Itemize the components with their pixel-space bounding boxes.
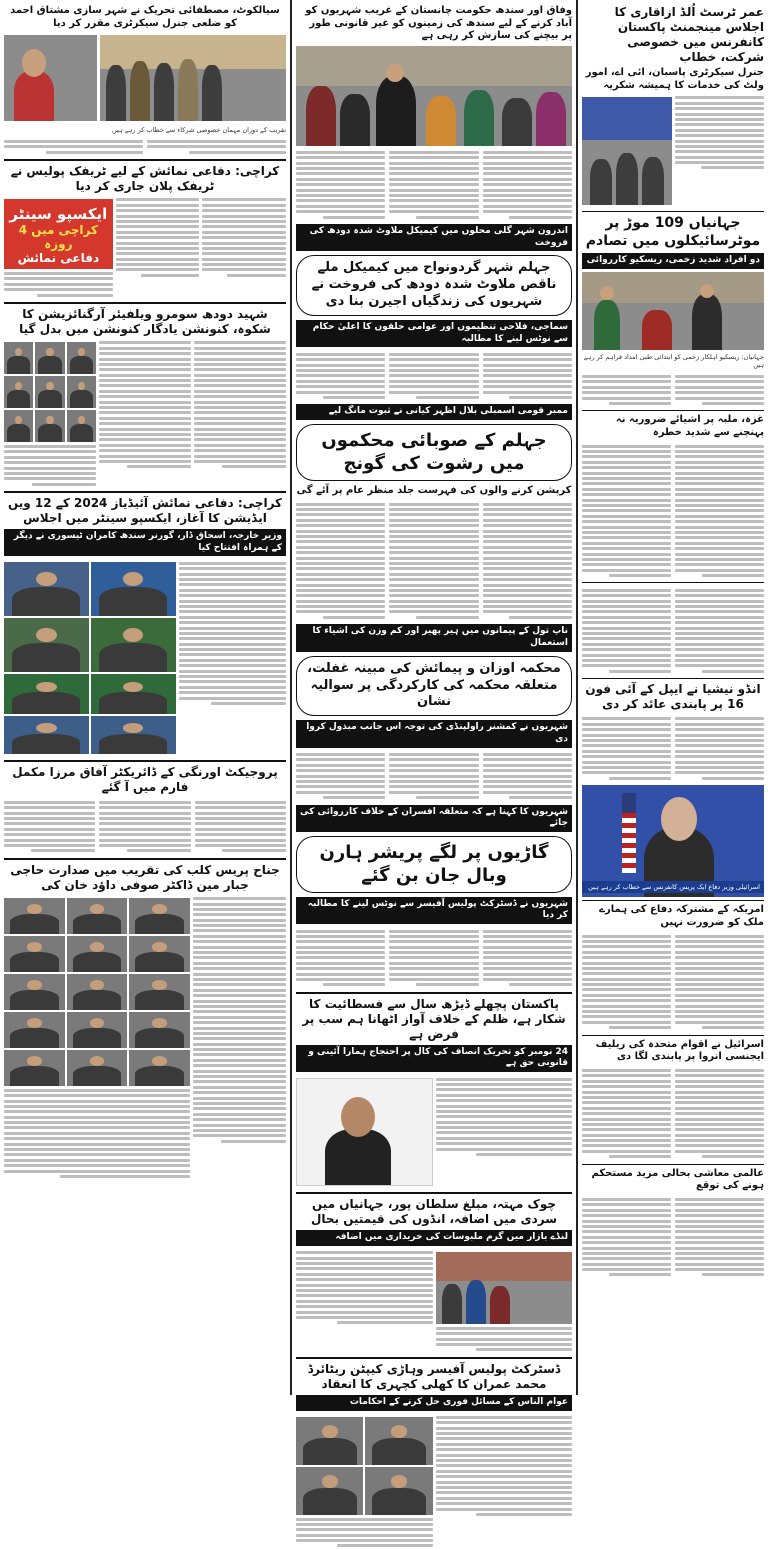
bar-landa-bazaar: لنڈے بازار میں گرم ملبوسات کی خریداری میں اضافہ [296, 1230, 572, 1246]
photo-tile [67, 974, 128, 1010]
box-milk-adulteration: جہلم شہر گردونواح میں کیمیکل ملے ناقص ملاوٹ شدہ دودھ کی فروخت نے شہریوں کی زندگیاں اجیرن بنا دی [296, 255, 572, 316]
bar-weights: ناپ تول کے پیمانوں میں ہیر پھیر اور کم وزن کی اشیاء کا استعمال [296, 624, 572, 651]
headline-sialkot-appointment: سیالکوٹ، مصطفائی تحریک نے شہر سازی مشتاق احمد کو ضلعی جنرل سیکرٹری مقرر کر دیا [10, 5, 280, 29]
expo-ad-banner [4, 199, 113, 269]
accident-photo [582, 272, 764, 350]
bar-social-orgs: سماجی، فلاحی تنظیموں اور عوامی حلقوں کا اعلیٰ حکام سے نوٹس لینے کا مطالبہ [296, 320, 572, 347]
photo-tile [129, 974, 190, 1010]
headline-iphone-ban: انڈو نیشیا نے ایپل کے آئی فون 16 پر پابندی عائد کر دی [585, 682, 761, 712]
dpo-photo-grid [296, 1417, 433, 1515]
photo-tile [67, 898, 128, 934]
group-photo [100, 35, 286, 121]
headline-winter-eggs: چوک مہتہ، مبلغ سلطان پور، جہانیاں میں سردی میں اضافہ، انڈوں کی قیمتیں بحال [310, 1197, 558, 1227]
headline-defense: امریکہ کے مشترکہ دفاع کی ہمارے ملک کو ضرورت نہیں [599, 904, 764, 928]
headline-trust-conference: عمر ٹرسٹ اُلڈ ازاقاری کا اجلاس مینجمنٹ پاکستان کانفرنس میں خصوصی شرکت، خطاب [614, 5, 764, 64]
photo-tile [4, 974, 65, 1010]
politician-portrait [296, 1078, 433, 1186]
headline-sindh-land: وفاق اور سندھ حکومت چانستان کے غریب شہریوں کو آباد کرنے کے لیے سندھ کی زمینوں کو غیر قانونی طور پر بیچنے کی سازش کر رہی ہے [305, 5, 572, 41]
headline-motorcycle-clash: جہانیاں 109 موڑ پر موٹرسائیکلوں میں تصادم [585, 215, 761, 249]
box-bribery: جہلم کے صوبائی محکموں میں رشوت کی گونج [296, 424, 572, 481]
bazaar-photo [436, 1252, 573, 1324]
left-column [0, 0, 290, 1395]
caption-motorcycle-clash: جہانیاں: ریسکیو اہلکار زخمی کو ابتدائی طبی امداد فراہم کر رہے ہیں [583, 352, 764, 370]
photo-tile [4, 562, 89, 616]
bar-dpo-notice: شہریوں نے ڈسٹرکٹ پولیس آفیسر سے نوٹس لینے کا مطالبہ کر دیا [296, 897, 572, 924]
photo-tile [296, 1417, 363, 1465]
photo-tile [67, 1050, 128, 1086]
photo-tile [4, 376, 33, 408]
photo-tile [296, 1467, 363, 1515]
protest-photo [296, 46, 572, 146]
photo-tile [91, 674, 176, 714]
ad-line-event: دفاعی نمائش [17, 251, 100, 265]
photo-tile [4, 898, 65, 934]
headline-press-club: جناح پریس کلب کی تقریب میں صدارت حاجی جبار مین ڈاکٹر صوفی داؤد خان کی [10, 862, 280, 892]
bar-public-issues: عوام الناس کے مسائل فوری حل کرنے کے احکامات [296, 1395, 572, 1411]
photo-tile [129, 1012, 190, 1048]
bar-milk: اندرون شہر گلی محلوں میں کیمیکل ملاوٹ شدہ دودھ کی فروخت [296, 224, 572, 251]
photo-tile [4, 410, 33, 442]
headline-fascism: پاکستان پچھلے ڈیڑھ سال سے فسطائیت کا شکار ہے، ظلم کے خلاف آواز اٹھانا ہم سب پر فرض ہے [302, 996, 566, 1041]
photo-tile [67, 1012, 128, 1048]
photo-tile [67, 342, 96, 374]
photo-tile [4, 1050, 65, 1086]
conference-photo [582, 97, 672, 205]
photo-tile [67, 936, 128, 972]
photo-tile [4, 1012, 65, 1048]
photo-tile [4, 674, 89, 714]
bar-action-demand: شہریوں کا کہنا ہے کہ متعلقہ افسران کے خلاف کارروائی کی جائے [296, 805, 572, 832]
bar-protest-right: 24 نومبر کو تحریک انصاف کی کال پر احتجاج ہمارا آئینی و قانونی حق ہے [296, 1045, 572, 1072]
photo-tile [129, 1050, 190, 1086]
photo-tile [129, 936, 190, 972]
ad-line-venue: ایکسپو سینٹر [9, 205, 108, 223]
photo-tile [67, 376, 96, 408]
headline-economy: عالمی معاشی بحالی مزید مستحکم ہونے کی توقع [591, 1167, 764, 1192]
headline-traffic-plan: کراچی: دفاعی نمائش کے لیے ٹریفک پولیس نے ٹریفک پلان جاری کر دیا [10, 164, 280, 193]
photo-tile [35, 410, 64, 442]
photo-tile [365, 1417, 432, 1465]
photo-tile [4, 716, 89, 754]
photo-tile [129, 898, 190, 934]
box-pressure-horns: گاڑیوں پر لگے پریشر ہارن وبال جان بن گئے [296, 836, 572, 893]
middle-column [290, 0, 576, 1407]
press-club-photo-grid [4, 898, 190, 1086]
bar-commissioner: شہریوں نے کمشنر راولپنڈی کی توجہ اس جانب مبذول کروا دی [296, 720, 572, 747]
ad-line-duration: کراچی میں 4 روزہ [18, 223, 98, 251]
headline-shaheed-convention: شہید دودھ سومرو ویلفیئر آرگنائزیشن کا شکوہ، کنونشن یادگار کنونشن میں بدل گیا [19, 306, 271, 336]
photo-tile [91, 562, 176, 616]
press-conference-photo [582, 785, 764, 897]
photo-tile [35, 376, 64, 408]
ideas-photo-grid [4, 562, 176, 754]
photo-tile [4, 936, 65, 972]
photo-tile [67, 410, 96, 442]
caption-sialkot: تقریب کے دوران مہمان خصوصی شرکاء سے خطاب کر رہے ہیں [112, 126, 286, 134]
caption-ticker: اسرائیلی وزیر دفاع ایک پریس کانفرنس سے خطاب کر رہے ہیں [582, 881, 764, 893]
box-weights-measures: محکمہ اوزان و پیمائش کی مبینہ غفلت، متعلقہ محکمہ کی کارکردگی پر سوالیہ نشان [296, 656, 572, 717]
subheadline-trust-conference: جنرل سیکرٹری پاسبان، ائی اے، امور ولٹ کی خدمات کا ہمیشہ شکریہ [585, 67, 764, 91]
headline-dpo-kachehri: ڈسٹرکٹ پولیس آفیسر وہاڑی کیپٹن ریٹائرڈ محمد عمران کا کھلی کچہری کا انعقاد [307, 1361, 561, 1391]
photo-tile [4, 618, 89, 672]
headline-orangi-project: پروجیکٹ اورنگی کے ڈائریکٹر آفاق مرزا مکمل فارم میں آ گئے [12, 765, 278, 795]
photo-tile [91, 716, 176, 754]
bar-ideas-inauguration: وزیر خارجہ، اسحاق ڈار، گورنر سندھ کامران ٹیسوری نے دیگر کے ہمراہ افتتاح کیا [4, 529, 286, 556]
photo-tile [4, 342, 33, 374]
photo-tile [91, 618, 176, 672]
photo-tile [365, 1467, 432, 1515]
trust-story [582, 94, 764, 208]
convention-photo-grid [4, 342, 96, 442]
bar-mna-evidence: ممبر قومی اسمبلی بلال اظہر کیانی نے ثبوت مانگ لیے [296, 404, 572, 420]
headline-unrwa: اسرائیل نے اقوام متحدہ کی ریلیف ایجنسی انروا پر پابندی لگا دی [595, 1038, 764, 1063]
headline-gaza: غزہ، ملبہ پر اشیائے ضروریہ نہ پہنچنے سے شدید خطرہ [615, 414, 764, 438]
headline-ideas-2024: کراچی: دفاعی نمائش آئیڈیاز 2024 کے 12 ویں ایڈیشن کا آغاز، ایکسپو سینٹر میں اجلاس [7, 496, 283, 526]
subheadline-bribery: کرپشن کرنے والوں کی فہرست جلد منظر عام پر آئے گی [296, 484, 572, 496]
photo-tile [35, 342, 64, 374]
portrait-photo [4, 35, 97, 121]
subbar-motorcycle-clash: دو افراد شدید زخمی، ریسکیو کارروائی [582, 253, 764, 269]
right-column [576, 0, 768, 1395]
